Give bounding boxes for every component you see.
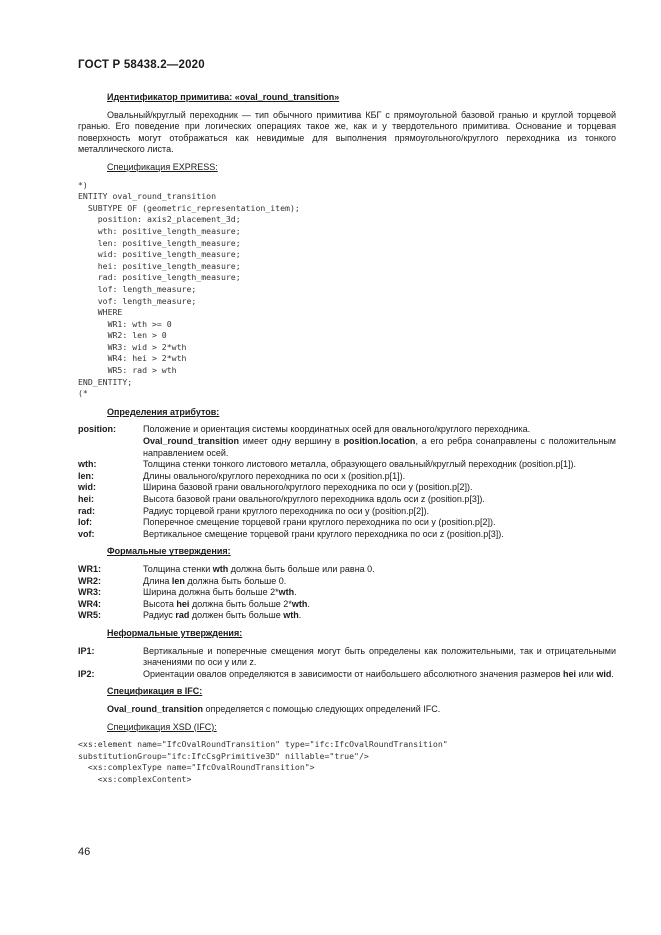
attribute-key: wid:	[78, 482, 96, 493]
attribute-key: hei:	[78, 494, 95, 504]
attribute-key: position:	[78, 424, 116, 435]
rule-text	[143, 599, 616, 611]
attribute-key: rad:	[78, 505, 96, 516]
rule-key: WR5:	[78, 610, 101, 621]
ifc-spec-heading: Спецификация в IFC:	[107, 686, 203, 697]
text-fragment: определяется с помощью следующих определений IFC.	[203, 703, 441, 714]
attribute-row	[78, 506, 616, 518]
bold-term: hei	[563, 668, 577, 679]
rule-text	[143, 610, 616, 622]
bold-term: wth	[278, 587, 295, 598]
text-fragment: должен быть больше	[189, 610, 284, 621]
informal-text: Вертикальные и поперечные смещения могут быть определены как положительными, так и отрицательными значениями по оси y или z.	[143, 645, 616, 668]
rule-text	[143, 564, 616, 576]
bold-term: wth	[212, 563, 229, 574]
informal-row-ip1	[78, 646, 616, 669]
attribute-key: wth:	[78, 459, 97, 470]
attribute-row	[78, 494, 616, 506]
attribute-row	[78, 482, 616, 494]
rule-key: WR1:	[78, 563, 101, 574]
informal-row-ip2	[78, 669, 616, 681]
text-fragment: или	[576, 668, 597, 679]
attribute-row	[78, 471, 616, 483]
bold-term: hei	[176, 598, 190, 609]
rule-key: WR3:	[78, 587, 101, 598]
formal-propositions-heading: Формальные утверждения:	[107, 546, 231, 557]
text-fragment: должна быть больше или равна 0.	[228, 563, 375, 574]
rule-key: WR4:	[78, 598, 101, 609]
attribute-description: Радиус торцевой грани круглого переходника по оси y (position.p[2]).	[143, 505, 430, 516]
rule-text	[143, 587, 616, 599]
rule-row	[78, 576, 616, 588]
bold-term: wid	[596, 668, 612, 679]
rule-row	[78, 599, 616, 611]
bold-term: Oval_round_transition	[143, 436, 240, 447]
attribute-row-position	[78, 424, 616, 459]
text-fragment: должна быть больше 0.	[184, 575, 287, 586]
text-fragment: Толщина стенки	[143, 563, 213, 574]
attribute-description	[143, 424, 616, 459]
attribute-description: Поперечное смещение торцевой грани круглого переходника по оси y (position.p[2]).	[143, 517, 496, 528]
informal-key: IP1:	[78, 645, 95, 656]
position-text-2	[143, 436, 616, 459]
attribute-key: lof:	[78, 517, 92, 528]
text-fragment: имеет одну вершину в	[239, 436, 344, 447]
text-fragment: .	[298, 610, 302, 621]
rule-row	[78, 587, 616, 599]
rule-key: WR2:	[78, 575, 101, 586]
ifc-spec-text	[107, 704, 616, 716]
rule-text	[143, 576, 616, 588]
attribute-description: Ширина базовой грани овального/круглого переходника по оси y (position.p[2]).	[143, 482, 473, 493]
informal-key: IP2:	[78, 668, 95, 679]
attribute-key: vof:	[78, 528, 95, 539]
bold-term: rad	[175, 610, 190, 621]
bold-term: len	[171, 575, 185, 586]
text-fragment: , а его ребра сонаправлены с положительным направлением осей.	[143, 436, 616, 458]
attribute-description: Длины овального/круглого переходника по оси x (position.p[1]).	[143, 470, 406, 481]
bold-term: wth	[283, 610, 299, 621]
text-fragment: .	[294, 587, 297, 598]
document-header: ГОСТ Р 58438.2—2020	[78, 59, 205, 71]
text-fragment: Радиус	[143, 610, 176, 621]
formal-rules-list	[78, 564, 616, 622]
bold-term: Oval_round_transition	[107, 703, 204, 714]
xsd-code-block: <xs:element name="IfcOvalRoundTransition" type="ifc:IfcOvalRoundTransition" substitutionGroup="ifc:IfcCsgPrimitive3D" nillable="true"/> <xs:complexType name="IfcOvalRoundTransition"> <xs:complexContent>	[78, 739, 448, 784]
page-number: 46	[78, 846, 91, 858]
rule-row	[78, 610, 616, 622]
attribute-row	[78, 459, 616, 471]
informal-text	[143, 669, 616, 681]
xsd-spec-heading: Спецификация XSD (IFC):	[107, 721, 217, 732]
informal-propositions-heading: Неформальные утверждения:	[107, 627, 243, 638]
description-paragraph: Овальный/круглый переходник — тип обычного примитива КБГ с прямоугольной базовой гранью и круглой торцевой гранью. Его поведение при логических операциях такое же, как и у твердотельного примитива. Основание и торцевая поверхность могут отображаться как невидимые для выполнения прямоугольного/круглого переходника из тонкого металлического листа.	[78, 109, 616, 155]
attribute-description: Толщина стенки тонкого листового металла, образующего овальный/круглый переходник (position.p[1]).	[143, 459, 576, 470]
primitive-identifier-heading: Идентификатор примитива: «oval_round_transition»	[107, 92, 340, 102]
text-fragment: .	[307, 598, 310, 609]
attribute-list	[78, 459, 616, 540]
express-code-block: *) ENTITY oval_round_transition SUBTYPE OF (geometric_representation_item); position: axis2_placement_3d; wth: positive_length_measure; len: positive_length_measure; wid: positive_length_measure; hei: positive_length_measure; rad: positive_length_measure; lof: length_measure; vof: length_measure; WHERE WR1: wth >= 0 WR2: len > 0 WR3: wid > 2*wth WR4: hei > 2*wth WR5: rad > wth END_ENTITY; (*	[78, 179, 300, 399]
text-fragment: Ориентации овалов определяются в зависимости от наибольшего абсолютного значения размеров	[143, 668, 563, 679]
bold-term: position.location	[343, 436, 416, 447]
attribute-description: Высота базовой грани овального/круглого переходника вдоль оси z (position.p[3]).	[143, 494, 485, 504]
attribute-description: Вертикальное смещение торцевой грани круглого переходника по оси z (position.p[3]).	[143, 528, 504, 539]
position-text-1: Положение и ориентация системы координатных осей для овального/круглого переходника.	[143, 424, 531, 435]
express-spec-heading: Спецификация EXPRESS:	[107, 161, 218, 172]
rule-row	[78, 564, 616, 576]
page-content	[78, 92, 616, 785]
attribute-row	[78, 529, 616, 541]
text-fragment: Ширина должна быть больше 2*	[143, 587, 279, 598]
text-fragment: Длина	[143, 575, 172, 586]
text-fragment: .	[611, 668, 614, 679]
text-fragment: должна быть больше 2*	[189, 598, 292, 609]
text-fragment: Высота	[143, 598, 177, 609]
bold-term: wth	[291, 598, 308, 609]
attribute-definitions-heading: Определения атрибутов:	[107, 406, 220, 417]
attribute-key: len:	[78, 470, 95, 481]
attribute-row	[78, 517, 616, 529]
